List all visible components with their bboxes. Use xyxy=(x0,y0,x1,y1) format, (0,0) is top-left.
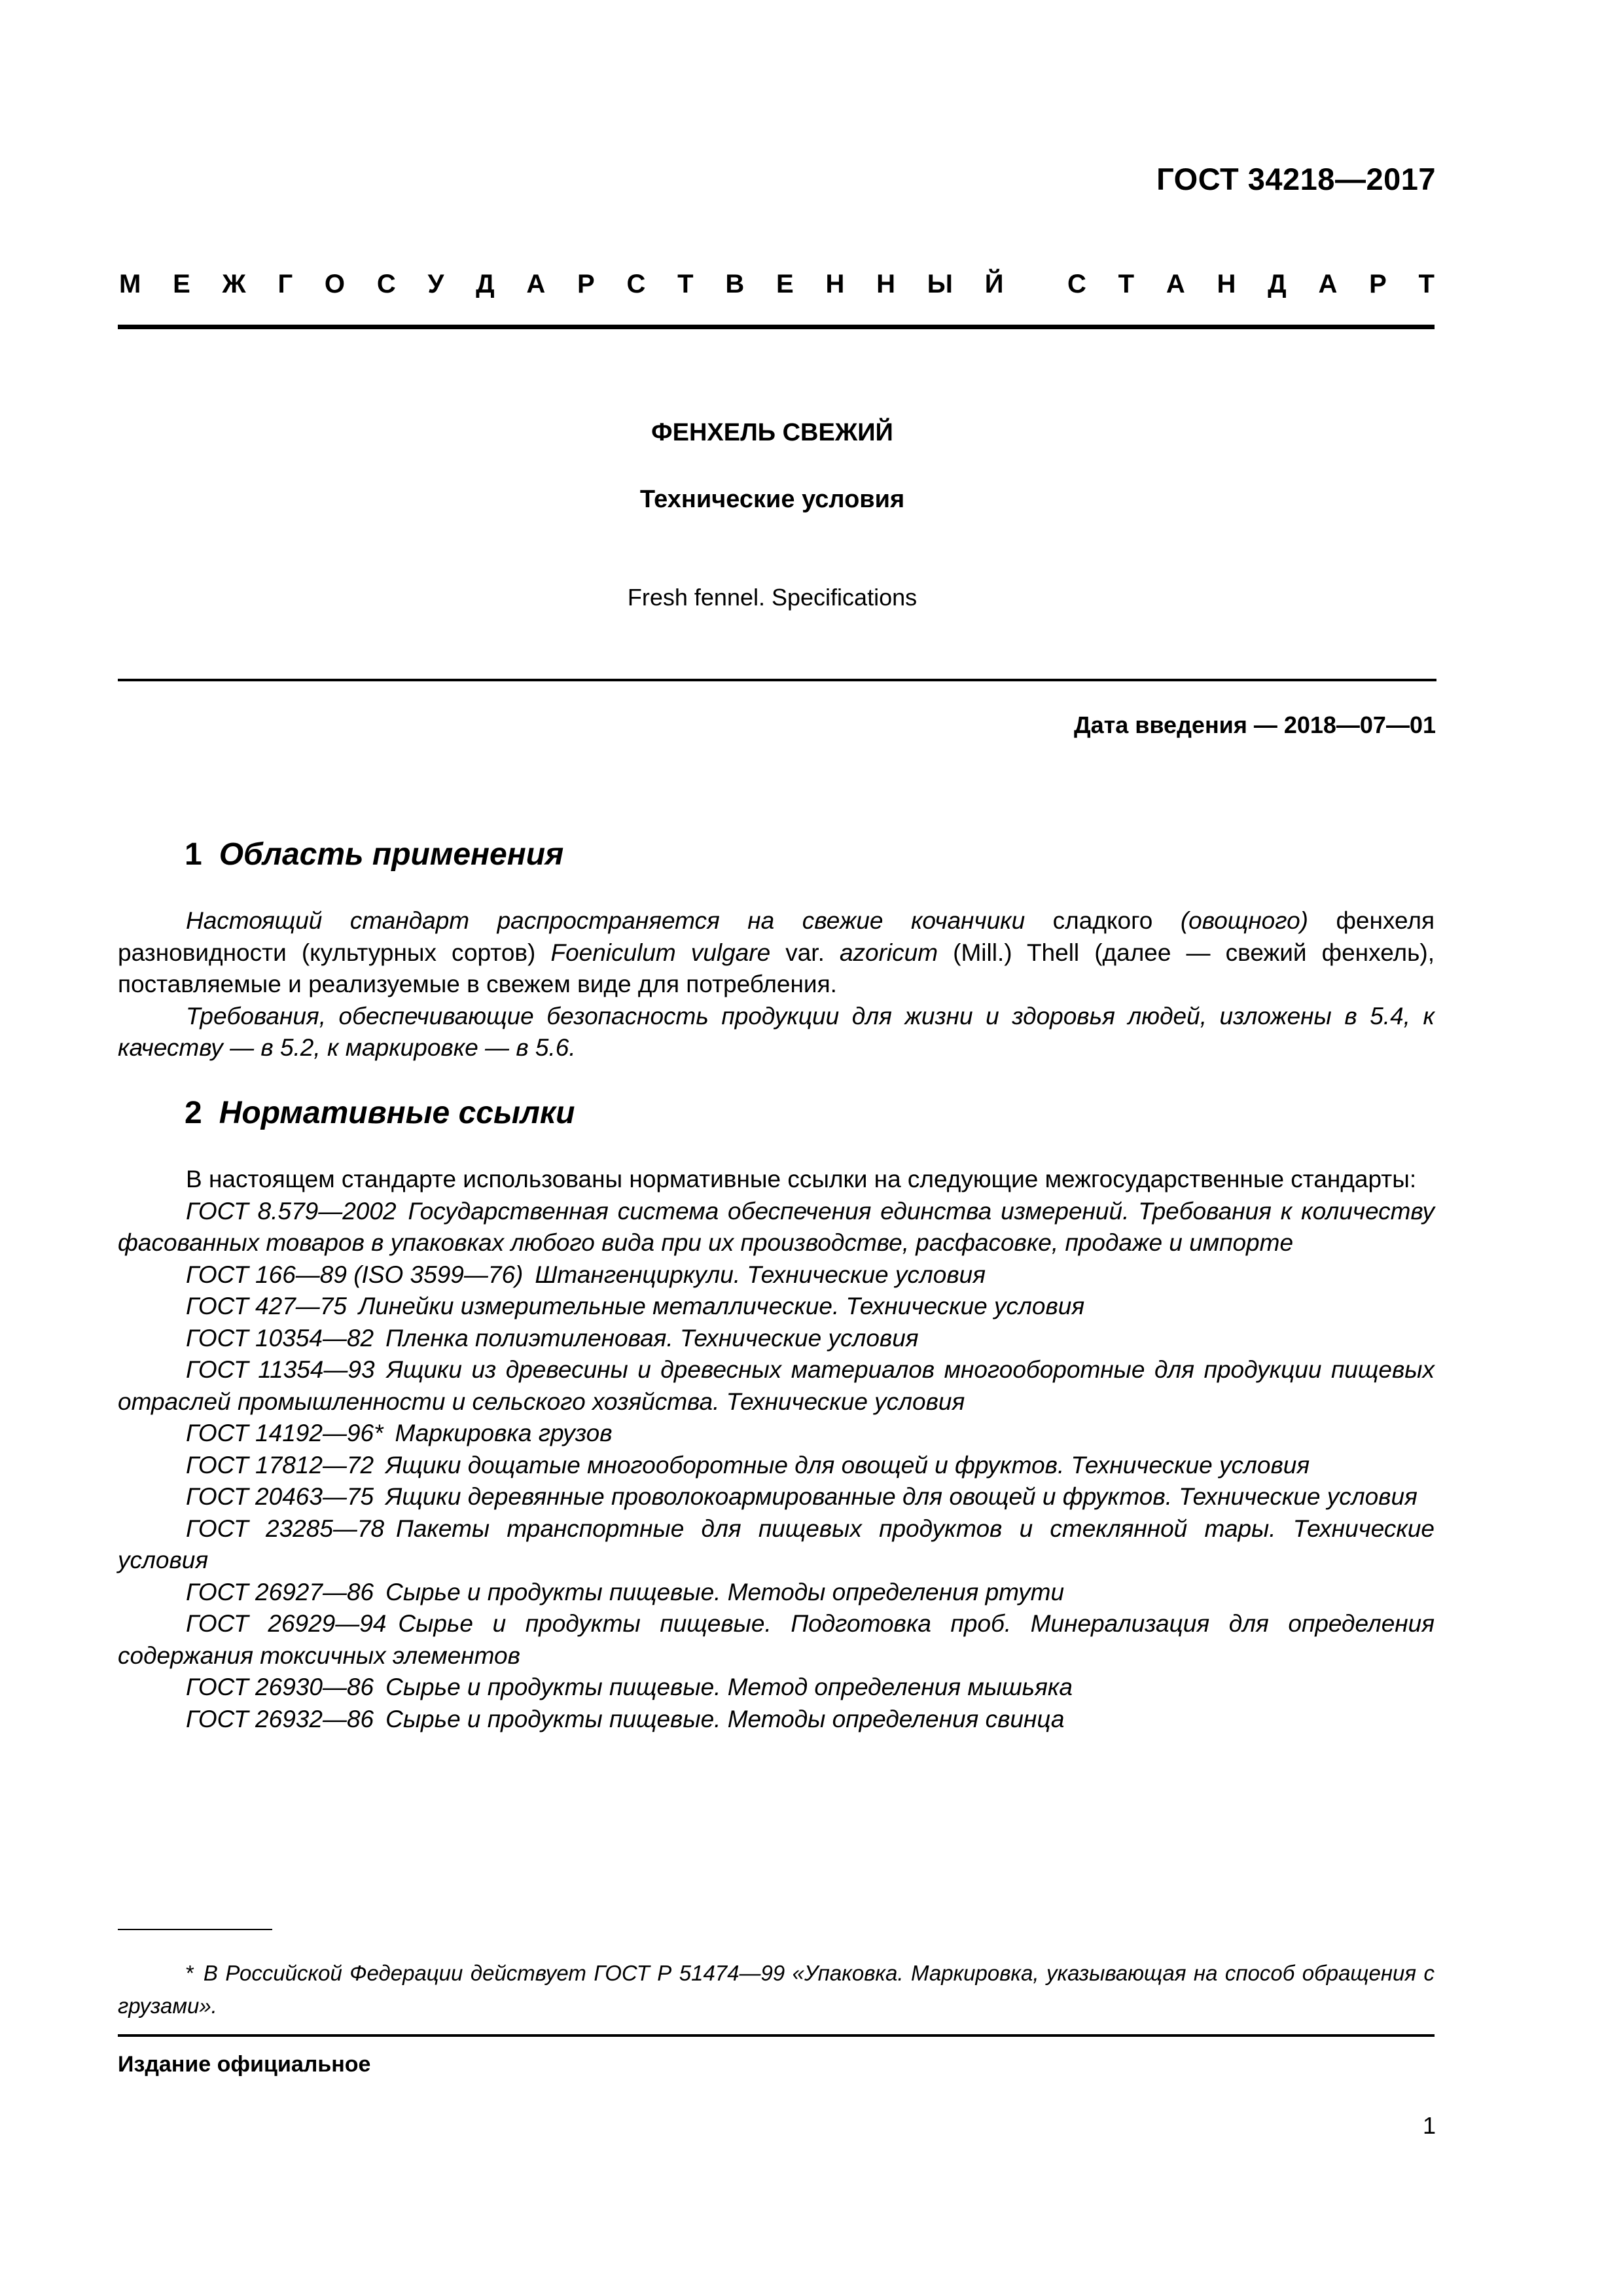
standard-type-heading: М Е Ж Г О С У Д А Р С Т В Е Н Н Ы Й С Т А Н Д А Р Т xyxy=(119,270,1435,298)
footnote-text: В Российской Федерации действует ГОСТ Р 51474—99 «Упаковка. Маркировка, указывающая на способ обращения с грузами». xyxy=(118,1961,1435,2018)
reference-item xyxy=(118,1418,1435,1450)
section-title: Область применения xyxy=(219,837,564,872)
reference-title: Государственная система обеспечения единства измерений. Требования к количеству фасованных товаров в упаковках любого вида при их производстве, расфасовке, продаже и импорте xyxy=(118,1197,1435,1256)
footnote xyxy=(118,1957,1435,2022)
reference-code: ГОСТ 11354—93 xyxy=(186,1356,375,1383)
english-title: Fresh fennel. Specifications xyxy=(627,584,918,611)
section-number: 1 xyxy=(185,837,202,872)
title-divider xyxy=(118,679,1436,681)
section-number: 2 xyxy=(185,1096,202,1130)
reference-code: ГОСТ 26930—86 xyxy=(186,1674,374,1700)
reference-code: ГОСТ 26927—86 xyxy=(186,1578,374,1605)
reference-item xyxy=(118,1323,1435,1355)
reference-code: ГОСТ 20463—75 xyxy=(186,1483,374,1510)
reference-item xyxy=(118,1513,1435,1577)
section-1-heading xyxy=(185,836,563,872)
reference-code: ГОСТ 10354—82 xyxy=(186,1324,374,1352)
scope-paragraph: Настоящий стандарт распространяется на свежие кочанчики сладкого (овощного) фенхеля разновидности (культурных сортов) Foeniculum vulgare var. azoricum (Mill.) Thell (далее — свежий фенхель), поставляемые и реализуемые в свежем виде для потребления. xyxy=(118,907,1435,997)
reference-title: Ящики деревянные проволокоармированные для овощей и фруктов. Технические условия xyxy=(385,1483,1418,1510)
page-number: 1 xyxy=(1422,2112,1436,2139)
reference-item xyxy=(118,1672,1435,1704)
reference-title: Ящики из древесины и древесных материалов многооборотные для продукции пищевых отраслей промышленности и сельского хозяйства. Технические условия xyxy=(118,1356,1435,1415)
reference-title: Штангенциркули. Технические условия xyxy=(535,1261,986,1288)
reference-code: ГОСТ 26932—86 xyxy=(186,1705,374,1732)
reference-title: Сырье и продукты пищевые. Подготовка проб. Минерализация для определения содержания токсичных элементов xyxy=(118,1610,1435,1669)
reference-code: ГОСТ 17812—72 xyxy=(186,1451,374,1479)
reference-code: ГОСТ 8.579—2002 xyxy=(186,1197,397,1225)
section-title: Нормативные ссылки xyxy=(219,1096,575,1130)
introduction-date: Дата введения — 2018—07—01 xyxy=(1073,711,1436,738)
reference-title: Ящики дощатые многооборотные для овощей и фруктов. Технические условия xyxy=(385,1451,1310,1479)
reference-item xyxy=(118,1450,1435,1482)
reference-code: ГОСТ 26929—94 xyxy=(186,1610,387,1637)
reference-item xyxy=(118,1577,1435,1609)
reference-item xyxy=(118,1481,1435,1513)
reference-title: Сырье и продукты пищевые. Методы определения свинца xyxy=(385,1705,1065,1732)
footnote-separator xyxy=(118,1929,272,1930)
header-divider xyxy=(118,325,1435,329)
reference-title: Линейки измерительные металлические. Технические условия xyxy=(358,1293,1085,1319)
reference-title: Пакеты транспортные для пищевых продуктов и стеклянной тары. Технические условия xyxy=(118,1515,1435,1573)
reference-item xyxy=(118,1608,1435,1672)
reference-item xyxy=(118,1354,1435,1418)
requirements-paragraph: Требования, обеспечивающие безопасность продукции для жизни и здоровья людей, изложены в 5.4, к качеству — в 5.2, к маркировке — в 5.6. xyxy=(118,1002,1435,1061)
section-2-heading xyxy=(185,1095,575,1131)
reference-code: ГОСТ 427—75 xyxy=(186,1293,347,1319)
reference-code: ГОСТ 166—89 (ISO 3599—76) xyxy=(186,1261,524,1288)
gost-code: ГОСТ 34218—2017 xyxy=(1156,162,1436,196)
reference-title: Сырье и продукты пищевые. Метод определения мышьяка xyxy=(385,1674,1073,1700)
reference-item xyxy=(118,1196,1435,1259)
section-1-body xyxy=(118,905,1435,1064)
section-2-body xyxy=(118,1164,1435,1735)
document-subtitle: Технические условия xyxy=(639,486,905,513)
footnote-marker: * xyxy=(186,1961,194,1985)
reference-title: Сырье и продукты пищевые. Методы определения ртути xyxy=(385,1578,1065,1605)
reference-code: ГОСТ 23285—78 xyxy=(186,1515,385,1542)
reference-item xyxy=(118,1291,1435,1323)
edition-label: Издание официальное xyxy=(118,2052,371,2077)
document-title: ФЕНХЕЛЬ СВЕЖИЙ xyxy=(651,419,893,446)
reference-title: Маркировка грузов xyxy=(395,1420,613,1446)
references-intro: В настоящем стандарте использованы нормативные ссылки на следующие межгосударственные стандарты: xyxy=(186,1166,1417,1193)
reference-title: Пленка полиэтиленовая. Технические условия xyxy=(385,1324,919,1352)
reference-code: ГОСТ 14192—96* xyxy=(186,1420,383,1446)
footer-divider xyxy=(118,2034,1435,2037)
reference-item xyxy=(118,1704,1435,1736)
reference-item xyxy=(118,1259,1435,1291)
